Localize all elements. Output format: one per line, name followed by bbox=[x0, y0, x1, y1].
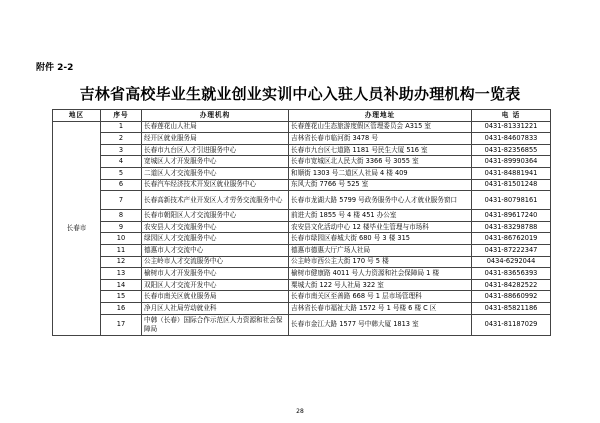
row-number: 17 bbox=[101, 314, 142, 335]
agency-phone: 0431-89990364 bbox=[472, 156, 551, 168]
header-phone: 电 话 bbox=[472, 110, 551, 122]
row-number: 8 bbox=[101, 210, 142, 222]
agency-phone: 0431-81501248 bbox=[472, 179, 551, 191]
agency-address: 粟城大街 122 号人社局 322 室 bbox=[289, 279, 472, 291]
agency-address: 前进大街 1855 号 4 楼 451 办公室 bbox=[289, 210, 472, 222]
row-number: 3 bbox=[101, 144, 142, 156]
agency-name: 双阳区人才交流开发中心 bbox=[142, 279, 289, 291]
header-no: 序号 bbox=[101, 110, 142, 122]
agency-phone: 0431-81187029 bbox=[472, 314, 551, 335]
agency-name: 绿园区人才交流服务中心 bbox=[142, 233, 289, 245]
agency-phone: 0431-83656393 bbox=[472, 268, 551, 280]
row-number: 5 bbox=[101, 167, 142, 179]
agency-phone: 0431-88660992 bbox=[472, 291, 551, 303]
agency-address: 农安县文化活动中心 12 楼毕业生管理与市场科 bbox=[289, 221, 472, 233]
agency-address: 长春市金江大路 1577 号中韩大厦 1813 室 bbox=[289, 314, 472, 335]
agency-phone: 0431-87222347 bbox=[472, 244, 551, 256]
agency-name: 农安县人才交流服务中心 bbox=[142, 221, 289, 233]
region-cell: 长春市 bbox=[53, 121, 101, 335]
page-number: 28 bbox=[296, 408, 304, 415]
agency-address: 长春市南关区至善路 668 号 1 层市场管理科 bbox=[289, 291, 472, 303]
agency-phone: 0431-82356855 bbox=[472, 144, 551, 156]
agency-address: 长春莲花山生态旅游度假区管理委员会 A315 室 bbox=[289, 121, 472, 133]
agency-address: 东风大街 7766 号 525 室 bbox=[289, 179, 472, 191]
table-row bbox=[53, 221, 551, 233]
row-number: 11 bbox=[101, 244, 142, 256]
agency-name: 公主岭市人才交流服务中心 bbox=[142, 256, 289, 268]
table-row bbox=[53, 244, 551, 256]
agency-name: 长春市朝阳区人才交流服务中心 bbox=[142, 210, 289, 222]
attachment-label: 附件 2-2 bbox=[36, 63, 74, 73]
agency-address: 德惠市德惠大厅广场人社局 bbox=[289, 244, 472, 256]
agency-name: 净月区人社局劳动就业科 bbox=[142, 302, 289, 314]
agency-table bbox=[52, 109, 551, 336]
table-row bbox=[53, 233, 551, 245]
agency-phone: 0431-84607833 bbox=[472, 133, 551, 145]
table-row bbox=[53, 210, 551, 222]
agency-address: 公主岭市西公主大街 170 号 5 楼 bbox=[289, 256, 472, 268]
table-row bbox=[53, 121, 551, 133]
agency-name: 二道区人才交流服务中心 bbox=[142, 167, 289, 179]
agency-address: 吉林省长春市福祉大路 1572 号 1 号楼 6 楼 C 区 bbox=[289, 302, 472, 314]
agency-phone: 0431-83298788 bbox=[472, 221, 551, 233]
agency-phone: 0431-86762019 bbox=[472, 233, 551, 245]
agency-address: 榆树市健康路 4011 号人力资源和社会保障局 1 楼 bbox=[289, 268, 472, 280]
row-number: 2 bbox=[101, 133, 142, 145]
row-number: 14 bbox=[101, 279, 142, 291]
agency-phone: 0431-84881941 bbox=[472, 167, 551, 179]
table-row bbox=[53, 256, 551, 268]
table-row bbox=[53, 133, 551, 145]
agency-name: 长春汽车经济技术开发区就业服务中心 bbox=[142, 179, 289, 191]
table-row bbox=[53, 314, 551, 335]
table-row bbox=[53, 279, 551, 291]
agency-address: 长春市九台区七道路 1181 号民生大厦 516 室 bbox=[289, 144, 472, 156]
table-body bbox=[53, 121, 551, 335]
agency-phone: 0434-6292044 bbox=[472, 256, 551, 268]
agency-phone: 0431-80798161 bbox=[472, 191, 551, 210]
header-address: 办理地址 bbox=[289, 110, 472, 122]
table-header-row bbox=[53, 110, 551, 122]
agency-name: 长春高新技术产业开发区人才劳务交流服务中心 bbox=[142, 191, 289, 210]
agency-address: 吉林省长春市临河街 3478 号 bbox=[289, 133, 472, 145]
row-number: 13 bbox=[101, 268, 142, 280]
table-row bbox=[53, 291, 551, 303]
agency-address: 和顺街 1303 号二道区人社局 4 楼 409 bbox=[289, 167, 472, 179]
row-number: 12 bbox=[101, 256, 142, 268]
agency-name: 榆树市人才开发服务中心 bbox=[142, 268, 289, 280]
table-row bbox=[53, 179, 551, 191]
row-number: 4 bbox=[101, 156, 142, 168]
row-number: 7 bbox=[101, 191, 142, 210]
agency-address: 长春市绿园区春城大街 680 号 3 楼 315 bbox=[289, 233, 472, 245]
agency-phone: 0431-84282522 bbox=[472, 279, 551, 291]
table-row bbox=[53, 191, 551, 210]
agency-phone: 0431-89617240 bbox=[472, 210, 551, 222]
agency-name: 宽城区人才开发服务中心 bbox=[142, 156, 289, 168]
table-row bbox=[53, 156, 551, 168]
header-agency: 办理机构 bbox=[142, 110, 289, 122]
table-row bbox=[53, 302, 551, 314]
row-number: 1 bbox=[101, 121, 142, 133]
agency-address: 长春市龙湖大路 5799 号政务服务中心人才就业服务窗口 bbox=[289, 191, 472, 210]
table-row bbox=[53, 144, 551, 156]
document-title: 吉林省高校毕业生就业创业实训中心入驻人员补助办理机构一览表 bbox=[79, 85, 521, 103]
agency-phone: 0431-81331221 bbox=[472, 121, 551, 133]
table-row bbox=[53, 167, 551, 179]
row-number: 9 bbox=[101, 221, 142, 233]
header-region: 地区 bbox=[53, 110, 101, 122]
agency-name: 长春市九台区人才引进服务中心 bbox=[142, 144, 289, 156]
table-row bbox=[53, 268, 551, 280]
row-number: 16 bbox=[101, 302, 142, 314]
agency-address: 长春市宽城区北人民大街 3366 号 3055 室 bbox=[289, 156, 472, 168]
agency-name: 中韩（长春）国际合作示范区人力资源和社会保障局 bbox=[142, 314, 289, 335]
row-number: 15 bbox=[101, 291, 142, 303]
agency-name: 长春市南关区就业服务局 bbox=[142, 291, 289, 303]
agency-name: 经开区就业服务局 bbox=[142, 133, 289, 145]
agency-name: 德惠市人才交流中心 bbox=[142, 244, 289, 256]
row-number: 10 bbox=[101, 233, 142, 245]
row-number: 6 bbox=[101, 179, 142, 191]
agency-name: 长春莲花山人社局 bbox=[142, 121, 289, 133]
agency-phone: 0431-85821186 bbox=[472, 302, 551, 314]
